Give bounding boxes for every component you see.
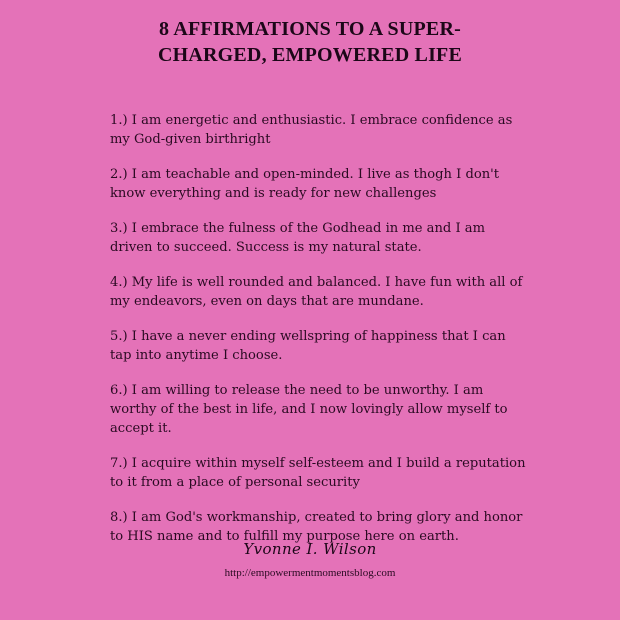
- page-title: [0, 16, 620, 68]
- affirmations-list: [110, 111, 530, 562]
- affirmation-4: 4.) My life is well rounded and balanced. I have fun with all of my endeavors, even on days that are mundane.: [110, 275, 523, 309]
- author-signature: Yvonne I. Wilson: [243, 540, 377, 558]
- affirmation-8: 8.) I am God's workmanship, created to bring glory and honor to HIS name and to fulfill my purpose here on earth.: [110, 510, 523, 544]
- affirmation-2: 2.) I am teachable and open-minded. I live as thogh I don't know everything and is ready for new challenges: [110, 167, 500, 201]
- affirmation-1: 1.) I am energetic and enthusiastic. I embrace confidence as my God-given birthright: [110, 113, 513, 147]
- affirmation-5: 5.) I have a never ending wellspring of happiness that I can tap into anytime I choose.: [110, 329, 506, 363]
- affirmation-3: 3.) I embrace the fulness of the Godhead in me and I am driven to succeed. Success is my natural state.: [110, 221, 486, 255]
- blog-url: http://empowermentmomentsblog.com: [224, 567, 396, 579]
- affirmation-6: 6.) I am willing to release the need to be unworthy. I am worthy of the best in life, and I now lovingly allow myself to accept it.: [110, 383, 508, 436]
- title-line-1: 8 AFFIRMATIONS TO A SUPER-: [159, 18, 461, 40]
- affirmation-7: 7.) I acquire within myself self-esteem and I build a reputation to it from a place of personal security: [110, 456, 526, 490]
- title-line-2: CHARGED, EMPOWERED LIFE: [157, 44, 463, 66]
